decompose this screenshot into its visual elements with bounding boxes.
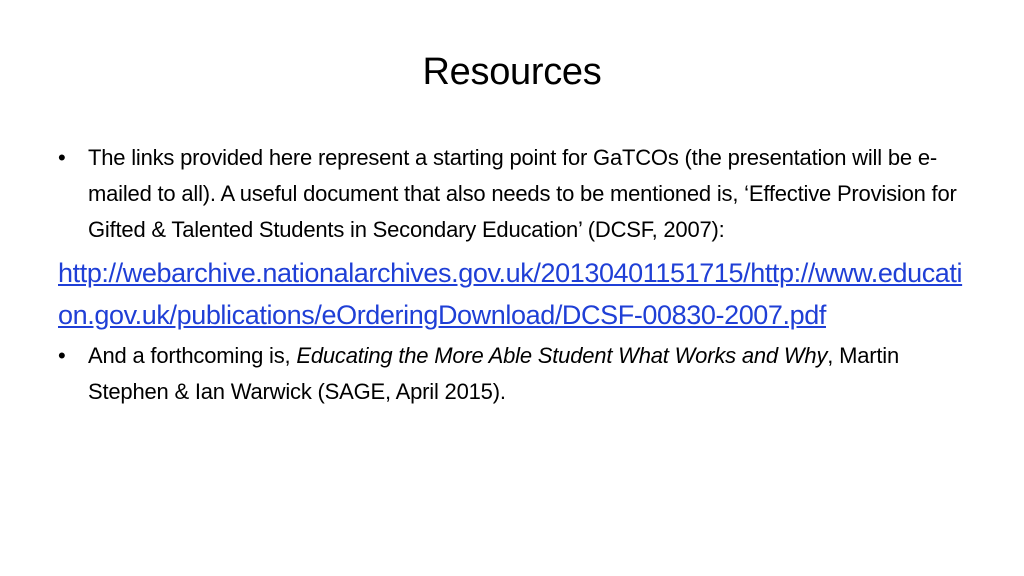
bullet-item-2: [58, 338, 968, 410]
slide-body: [58, 140, 968, 410]
slide-title: Resources: [422, 51, 602, 93]
bullet-2-prefix: And a forthcoming is,: [88, 343, 297, 368]
bullet-1-text: The links provided here represent a starting point for GaTCOs (the presentation will be e-mailed to all). A useful document that also needs to be mentioned is, ‘Effective Provision for Gifted & Talented Students in Secondary Education’ (DCSF, 2007):: [88, 145, 957, 242]
book-title: Educating the More Able Student What Works and Why: [296, 343, 828, 368]
document-link[interactable]: http://webarchive.nationalarchives.gov.uk/20130401151715/http://www.education.gov.uk/publications/eOrderingDownload/DCSF-00830-2007.pdf: [58, 258, 963, 330]
bullet-item-1: [58, 140, 968, 248]
bullet-icon: •: [58, 343, 66, 368]
bullet-icon: •: [58, 145, 66, 170]
bullet-2-suffix: , Martin Stephen & Ian Warwick (SAGE, April 2015).: [88, 343, 900, 404]
